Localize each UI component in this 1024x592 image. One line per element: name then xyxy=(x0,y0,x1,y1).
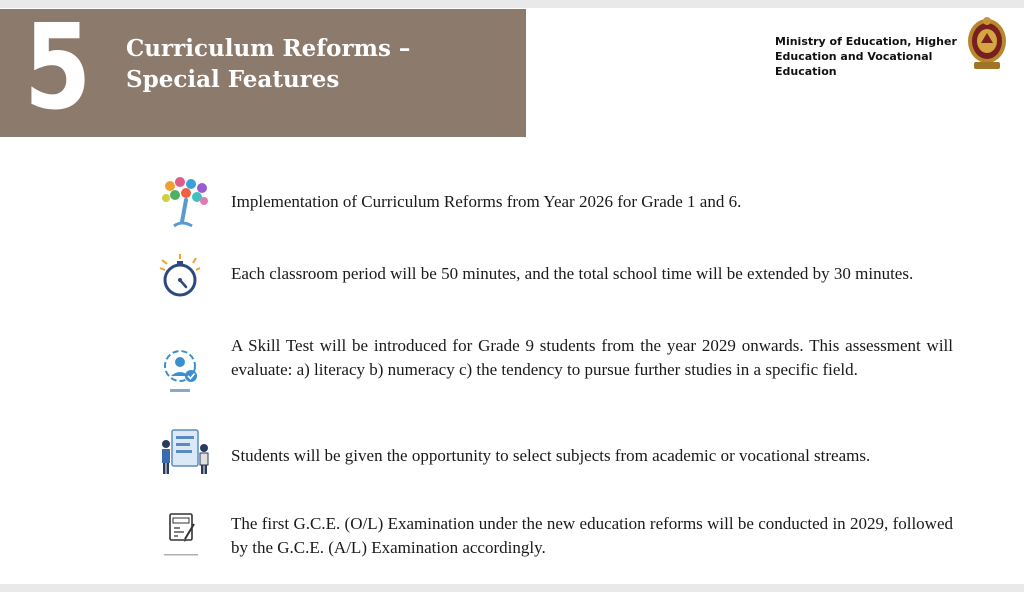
students-board-icon xyxy=(156,426,212,478)
ministry-name xyxy=(775,34,961,79)
header-band xyxy=(0,0,526,137)
exam-icon xyxy=(156,510,206,560)
feature-text: A Skill Test will be introduced for Grade 9 students from the year 2029 onwards. This assessment will evaluate: a) literacy b) numeracy c) the tendency to pursue further studies in a specific field. xyxy=(231,336,953,379)
tree-icon xyxy=(156,176,216,232)
ministry-line-1: Ministry of Education, Higher xyxy=(775,35,957,48)
slide-title xyxy=(126,33,410,95)
feature-text: The first G.C.E. (O/L) Examination under the new education reforms will be conducted in 2029, followed by the G.C.E. (A/L) Examination accordingly. xyxy=(231,514,953,557)
feature-text: Implementation of Curriculum Reforms from Year 2026 for Grade 1 and 6. xyxy=(231,192,742,211)
feature-text: Each classroom period will be 50 minutes, and the total school time will be extended by 30 minutes. xyxy=(231,264,914,283)
ministry-line-3: Education xyxy=(775,65,837,78)
skill-icon xyxy=(156,348,206,396)
section-number: 5 xyxy=(24,0,92,136)
title-line-1: Curriculum Reforms – xyxy=(126,35,411,62)
feature-text: Students will be given the opportunity to select subjects from academic or vocational streams. xyxy=(231,446,871,465)
ministry-line-2: Education and Vocational xyxy=(775,50,933,63)
title-line-2: Special Features xyxy=(126,66,340,93)
emblem-icon xyxy=(966,16,1008,72)
stopwatch-icon xyxy=(156,252,206,300)
